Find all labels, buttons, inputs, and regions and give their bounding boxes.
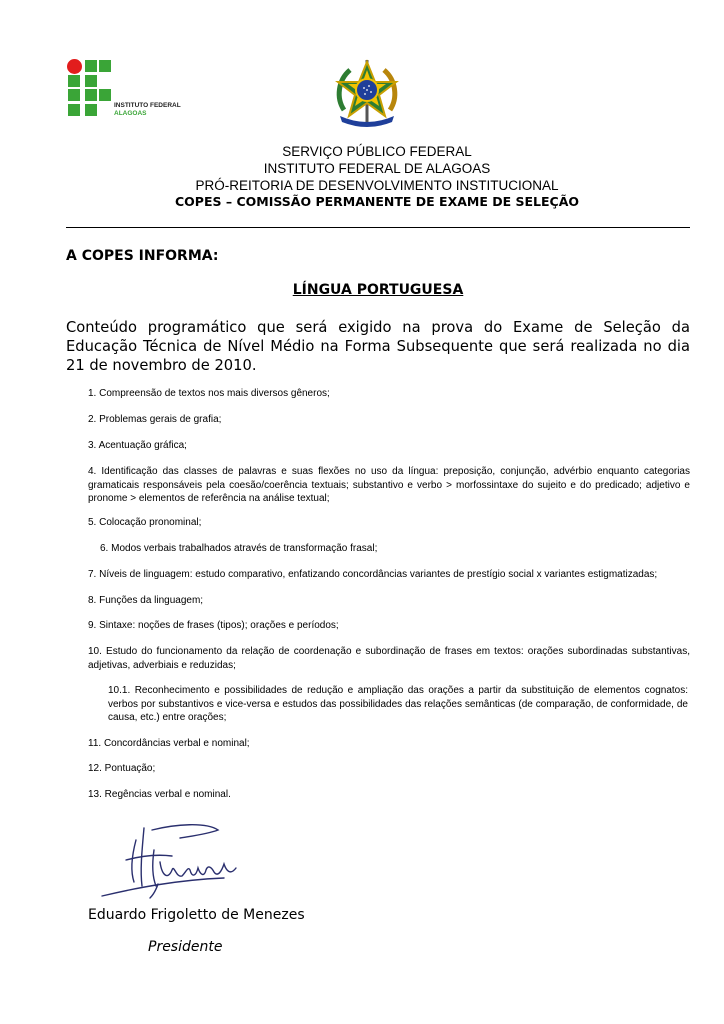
list-item: 2. Problemas gerais de grafia; <box>88 414 222 425</box>
list-item: 4. Identificação das classes de palavras e suas flexões no uso da língua: preposição, conjunção, advérbio enquanto categorias gramaticais responsáveis pela coesão/coerência textuais; substantivo e verbo > morfossintaxe do sujeito e do predicado; adjetivo e pronome > elementos de referência na análise textual; <box>88 466 690 505</box>
list-item: 6. Modos verbais trabalhados através de transformação frasal; <box>100 543 378 554</box>
subject-title: LÍNGUA PORTUGUESA <box>292 282 464 298</box>
informa-heading: A COPES INFORMA: <box>66 248 219 264</box>
list-item: 12. Pontuação; <box>88 763 156 774</box>
list-item: 9. Sintaxe: noções de frases (tipos); orações e períodos; <box>88 620 339 631</box>
logo-red-dot <box>67 59 82 74</box>
header-divider <box>66 227 690 228</box>
signatory-name: Eduardo Frigoletto de Menezes <box>88 907 305 923</box>
header-line-4: COPES – COMISSÃO PERMANENTE DE EXAME DE SELEÇÃO <box>175 194 579 209</box>
list-item: 8. Funções da linguagem; <box>88 595 204 606</box>
signatory-role: Presidente <box>148 939 223 955</box>
list-item: 11. Concordâncias verbal e nominal; <box>88 738 250 749</box>
header-line-3: PRÓ-REITORIA DE DESENVOLVIMENTO INSTITUCIONAL <box>195 178 559 193</box>
list-item: 7. Níveis de linguagem: estudo comparativo, enfatizando concordâncias variantes de prestígio social x variantes estigmatizadas; <box>88 569 658 580</box>
ifal-logo-line2: ALAGOAS <box>114 110 147 117</box>
intro-paragraph: Conteúdo programático que será exigido na prova do Exame de Seleção da Educação Técnica de Nível Médio na Forma Subsequente que será realizada no dia 21 de novembro de 2010. <box>66 319 690 374</box>
header-line-2: INSTITUTO FEDERAL DE ALAGOAS <box>263 161 491 176</box>
ifal-logo-text <box>114 102 181 118</box>
list-subitem: 10.1. Reconhecimento e possibilidades de redução e ampliação das orações a partir da substituição de elementos cognatos: verbos por substantivos e vice-versa e estudos das possibilidades das relações semânticas (de comparação, de conformidade, de causa, etc.) entre orações; <box>108 685 688 724</box>
ifal-logo-line1: INSTITUTO FEDERAL <box>114 102 181 109</box>
list-item: 3. Acentuação gráfica; <box>88 440 187 451</box>
list-item: 1. Compreensão de textos nos mais diversos gêneros; <box>88 388 330 399</box>
ifal-logo <box>66 58 186 122</box>
brazil-coat-of-arms-icon <box>334 58 400 128</box>
header-line-1: SERVIÇO PÚBLICO FEDERAL <box>282 144 472 159</box>
list-item: 10. Estudo do funcionamento da relação de coordenação e subordinação de frases em textos: orações subordinadas substantivas, adjetivas, adverbiais e reduzidas; <box>88 646 690 671</box>
list-item: 13. Regências verbal e nominal. <box>88 789 231 800</box>
handwritten-signature <box>96 820 246 905</box>
list-item: 5. Colocação pronominal; <box>88 517 202 528</box>
